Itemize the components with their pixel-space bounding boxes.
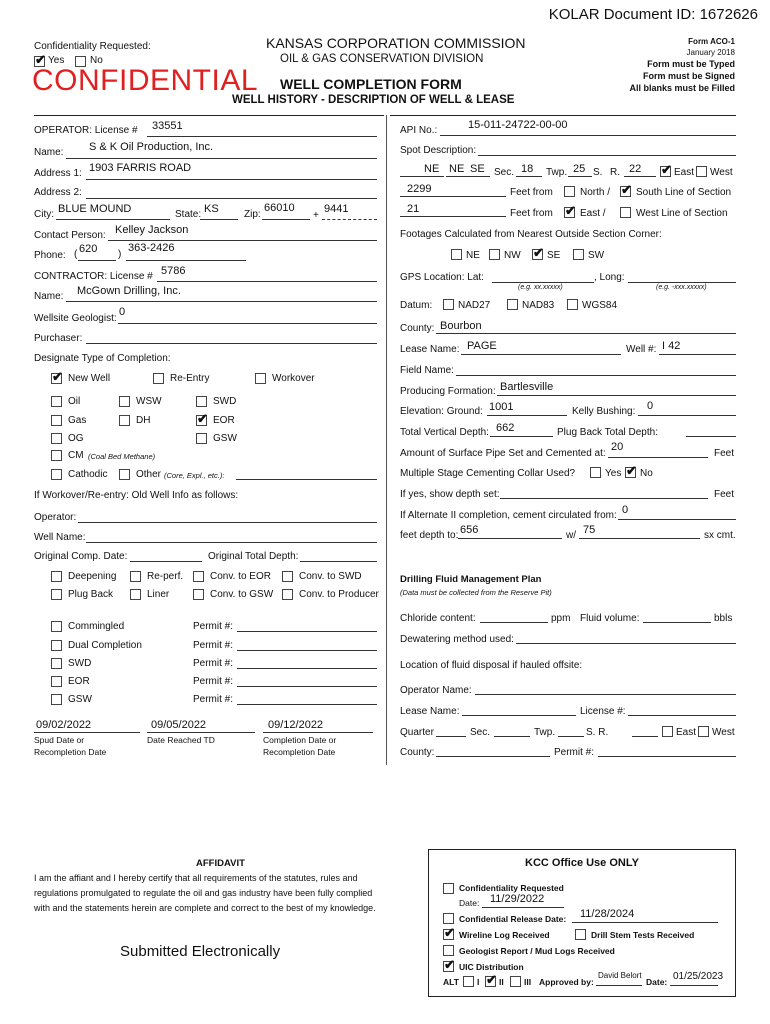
operator-license-value[interactable]: 33551 — [152, 120, 183, 132]
state-label: State: — [175, 209, 202, 220]
re-entry-checkbox[interactable] — [153, 373, 164, 384]
kcc-alt-i-label: I — [477, 977, 480, 987]
lease-name-label: Lease Name: — [400, 344, 460, 355]
feet-ew-value[interactable]: 21 — [407, 203, 420, 215]
east3-checkbox[interactable] — [662, 726, 673, 737]
west2-checkbox[interactable] — [620, 207, 631, 218]
plug-back-checkbox[interactable] — [51, 589, 62, 600]
kcc-alt-ii-label: II — [499, 977, 504, 987]
corner-sw-label: SW — [588, 250, 605, 261]
feet-from-label-1: Feet from — [510, 187, 553, 198]
kcc-uic-label: UIC Distribution — [459, 962, 524, 972]
permit-label-1: Permit #: — [193, 621, 234, 632]
cm-note: (Coal Bed Methane) — [88, 452, 156, 461]
liner-label: Liner — [147, 589, 170, 600]
swd-checkbox[interactable] — [196, 396, 207, 407]
phone-value[interactable]: 363-2426 — [128, 242, 175, 254]
city-label: City: — [34, 209, 54, 220]
no-label: No — [90, 55, 103, 66]
zip-label: Zip: — [244, 209, 261, 220]
check-mark-icon: ✔ — [621, 182, 632, 197]
conv-swd-label: Conv. to SWD — [299, 571, 362, 582]
cathodic-checkbox[interactable] — [51, 469, 62, 480]
spud-date-label: Spud Date or — [34, 735, 85, 745]
contact-label: Contact Person: — [34, 230, 106, 241]
old-well-name-label: Well Name: — [34, 532, 86, 543]
check-mark-icon: ✔ — [35, 52, 46, 67]
kcc-alt-iii-checkbox[interactable] — [510, 976, 521, 987]
twp-label: Twp. — [546, 167, 568, 178]
fluid-volume-label: Fluid volume: — [580, 613, 640, 624]
purchaser-label: Purchaser: — [34, 333, 83, 344]
kelly-bushing-label: Kelly Bushing: — [572, 406, 636, 417]
operator-name-label: Operator Name: — [400, 685, 472, 696]
elevation-label: Elevation: Ground: — [400, 406, 483, 417]
document-id: KOLAR Document ID: 1672626 — [548, 6, 758, 23]
east2-label: East / — [580, 208, 606, 219]
swd2-checkbox[interactable] — [51, 658, 62, 669]
sacks-value[interactable]: 75 — [583, 524, 596, 536]
kcc-approver-value[interactable]: David Belort — [598, 971, 642, 980]
dewatering-label: Dewatering method used: — [400, 634, 514, 645]
west-label: West — [710, 167, 733, 178]
footages-label: Footages Calculated from Nearest Outside Section Corner: — [400, 229, 662, 240]
form-subtitle: WELL HISTORY - DESCRIPTION OF WELL & LEASE — [232, 94, 515, 106]
kcc-date2-value[interactable]: 01/25/2023 — [673, 971, 724, 982]
producing-formation-value[interactable]: Bartlesville — [500, 381, 554, 393]
kcc-dst-checkbox[interactable] — [575, 929, 586, 940]
well-number-value[interactable]: I 42 — [662, 340, 681, 352]
kcc-uic-checkbox[interactable] — [443, 957, 455, 972]
chloride-label: Chloride content: — [400, 613, 476, 624]
lease-name2-label: Lease Name: — [400, 706, 460, 717]
confidentiality-label: Confidentiality Requested: — [34, 41, 151, 52]
kcc-wireline-label: Wireline Log Received — [459, 930, 550, 940]
west-line-label: West Line of Section — [636, 208, 728, 219]
west-checkbox[interactable] — [696, 166, 707, 177]
workover-label: Workover — [272, 373, 315, 384]
check-mark-icon: ✔ — [197, 411, 208, 426]
corner-nw-label: NW — [504, 250, 521, 261]
conv-producer-label: Conv. to Producer — [299, 589, 379, 600]
kcc-alt-i-checkbox[interactable] — [463, 976, 474, 987]
kcc-date-value[interactable]: 11/29/2022 — [490, 893, 545, 905]
quarter-3-value[interactable]: SE — [470, 163, 485, 175]
quarter-label: Quarter — [400, 727, 434, 738]
permit2-label: Permit #: — [554, 747, 595, 758]
county2-label: County: — [400, 747, 435, 758]
address2-label: Address 2: — [34, 187, 82, 198]
eor2-checkbox[interactable] — [51, 676, 62, 687]
north-checkbox[interactable] — [564, 186, 575, 197]
city-value[interactable]: BLUE MOUND — [58, 203, 132, 215]
field-name-label: Field Name: — [400, 365, 454, 376]
gsw-label: GSW — [213, 433, 237, 444]
producing-formation-label: Producing Formation: — [400, 386, 496, 397]
surface-pipe-value[interactable]: 20 — [611, 441, 624, 453]
ppm-label: ppm — [551, 613, 571, 624]
check-mark-icon: ✔ — [444, 925, 455, 940]
check-mark-icon: ✔ — [486, 972, 497, 987]
west3-checkbox[interactable] — [698, 726, 709, 737]
zip-value[interactable]: 66010 — [264, 202, 295, 214]
east-checkbox[interactable] — [660, 162, 672, 177]
range-value[interactable]: 22 — [629, 163, 642, 175]
quarter-1-value[interactable]: NE — [424, 163, 440, 175]
nad83-checkbox[interactable] — [507, 299, 518, 310]
multi-stage-no-label: No — [640, 468, 653, 479]
corner-ne-checkbox[interactable] — [451, 249, 462, 260]
plug-back-label: Plug Back — [68, 589, 114, 600]
phone-area-value[interactable]: 620 — [79, 243, 98, 255]
kcc-title: KCC Office Use ONLY — [525, 857, 639, 869]
other-label: Other — [136, 469, 162, 480]
zip4-value[interactable]: 9441 — [324, 203, 349, 215]
twp2-label: Twp. — [534, 727, 556, 738]
og-checkbox[interactable] — [51, 433, 62, 444]
plug-back-depth-label: Plug Back Total Depth: — [557, 427, 658, 438]
multi-stage-no-checkbox[interactable] — [625, 463, 637, 478]
dual-completion-label: Dual Completion — [68, 640, 142, 651]
wsw-label: WSW — [136, 396, 162, 407]
blanks-note: All blanks must be Filled — [629, 83, 735, 93]
gsw2-checkbox[interactable] — [51, 694, 62, 705]
conv-eor-label: Conv. to EOR — [210, 571, 271, 582]
south-checkbox[interactable] — [620, 182, 632, 197]
commission-title: KANSAS CORPORATION COMMISSION — [266, 35, 526, 51]
conv-eor-checkbox[interactable] — [193, 571, 204, 582]
long-example: (e.g. -xxx.xxxxx) — [656, 284, 707, 291]
typed-note: Form must be Typed — [647, 59, 735, 69]
multi-stage-yes-label: Yes — [605, 468, 622, 479]
datum-label: Datum: — [400, 300, 433, 311]
feet-ns-value[interactable]: 2299 — [407, 183, 432, 195]
commingled-label: Commingled — [68, 621, 125, 632]
completion-date-label-2: Recompletion Date — [263, 747, 336, 757]
eor-label: EOR — [213, 415, 235, 426]
form-title: WELL COMPLETION FORM — [280, 76, 462, 92]
spot-description-label: Spot Description: — [400, 145, 477, 156]
re-entry-label: Re-Entry — [170, 373, 210, 384]
workover-checkbox[interactable] — [255, 373, 266, 384]
workover-info-label: If Workover/Re-entry: Old Well Info as follows: — [34, 490, 239, 501]
api-value[interactable]: 15-011-24722-00-00 — [468, 119, 568, 131]
swd-label: SWD — [213, 396, 237, 407]
cm-checkbox[interactable] — [51, 450, 62, 461]
orig-total-depth-label: Original Total Depth: — [208, 551, 299, 562]
fluid-plan-title: Drilling Fluid Management Plan — [400, 574, 542, 585]
kcc-geologist-label: Geologist Report / Mud Logs Received — [459, 946, 615, 956]
corner-se-checkbox[interactable] — [532, 245, 544, 260]
well-number-label: Well #: — [626, 344, 657, 355]
td-date-label: Date Reached TD — [147, 735, 215, 745]
new-well-checkbox[interactable] — [51, 369, 63, 384]
nad27-checkbox[interactable] — [443, 299, 454, 310]
east3-label: East — [676, 727, 697, 738]
division-title: OIL & GAS CONSERVATION DIVISION — [280, 53, 484, 65]
spud-date-label-2: Recompletion Date — [34, 747, 107, 757]
corner-ne-label: NE — [466, 250, 480, 261]
contact-value[interactable]: Kelley Jackson — [115, 224, 189, 236]
address1-label: Address 1: — [34, 168, 82, 179]
contractor-name-value[interactable]: McGown Drilling, Inc. — [77, 285, 181, 297]
alt2-value[interactable]: 0 — [622, 504, 629, 516]
swd2-label: SWD — [68, 658, 92, 669]
nad83-label: NAD83 — [522, 300, 555, 311]
lat-example: (e.g. xx.xxxxx) — [518, 284, 563, 291]
surface-pipe-label: Amount of Surface Pipe Set and Cemented at: — [400, 448, 606, 459]
signed-note: Form must be Signed — [642, 71, 735, 81]
sx-cmt-label: sx cmt. — [704, 530, 736, 541]
contractor-license-value[interactable]: 5786 — [161, 265, 186, 277]
check-mark-icon: ✔ — [626, 463, 637, 478]
api-label: API No.: — [400, 125, 438, 136]
corner-sw-checkbox[interactable] — [573, 249, 584, 260]
phone-paren-open: ( — [74, 249, 78, 260]
oil-label: Oil — [68, 396, 81, 407]
elevation-value[interactable]: 1001 — [489, 401, 514, 413]
south-line-label: South Line of Section — [636, 187, 732, 198]
kcc-release-checkbox[interactable] — [443, 913, 454, 924]
conv-producer-checkbox[interactable] — [282, 589, 293, 600]
conv-swd-checkbox[interactable] — [282, 571, 293, 582]
affidavit-line-2: regulations promulgated to regulate the oil and gas industry have been fully complied — [34, 888, 373, 898]
affidavit-line-3: with and the statements herein are complete and correct to the best of my knowledge. — [34, 903, 376, 913]
surface-feet-unit: Feet — [714, 448, 735, 459]
eor-checkbox[interactable] — [196, 411, 208, 426]
fluid-disposal-label: Location of fluid disposal if hauled offsite: — [400, 660, 583, 671]
kcc-dst-label: Drill Stem Tests Received — [591, 930, 695, 940]
conv-gsw-checkbox[interactable] — [193, 589, 204, 600]
w-label: w/ — [566, 530, 576, 541]
zip-plus: + — [313, 210, 319, 221]
deepening-checkbox[interactable] — [51, 571, 62, 582]
conv-gsw-label: Conv. to GSW — [210, 589, 274, 600]
twp-value[interactable]: 25 — [573, 163, 586, 175]
wsw-checkbox[interactable] — [119, 396, 130, 407]
cm-label: CM — [68, 450, 84, 461]
form-id: Form ACO-1 — [688, 37, 735, 46]
west3-label: West — [712, 727, 735, 738]
feet-depth-label: feet depth to: — [400, 530, 459, 541]
kcc-conf-requested-label: Confidentiality Requested — [459, 883, 564, 893]
og-label: OG — [68, 433, 84, 444]
address1-value[interactable]: 1903 FARRIS ROAD — [89, 162, 192, 174]
geologist-label: Wellsite Geologist: — [34, 313, 117, 324]
phone-paren-close: ) — [118, 249, 122, 260]
sec2-label: Sec. — [470, 727, 491, 738]
sec-label: Sec. — [494, 167, 515, 178]
kelly-bushing-value[interactable]: 0 — [647, 400, 654, 412]
quarter-2-value[interactable]: NE — [449, 163, 465, 175]
bbls-label: bbls — [714, 613, 733, 624]
wgs84-label: WGS84 — [582, 300, 618, 311]
reperf-checkbox[interactable] — [130, 571, 141, 582]
kcc-geologist-checkbox[interactable] — [443, 945, 454, 956]
permit-label-4: Permit #: — [193, 676, 234, 687]
s2-r-label: S. R. — [586, 727, 609, 738]
kcc-release-label: Confidential Release Date: — [459, 914, 567, 924]
phone-label: Phone: — [34, 250, 66, 261]
east-label: East — [674, 167, 695, 178]
county-value[interactable]: Bourbon — [440, 320, 482, 332]
feet-depth-value[interactable]: 656 — [460, 524, 479, 536]
operator-name-value[interactable]: S & K Oil Production, Inc. — [89, 141, 214, 153]
r-label: R. — [610, 167, 620, 178]
license2-label: License #: — [580, 706, 626, 717]
gas-label: Gas — [68, 415, 87, 426]
kcc-alt-label: ALT — [443, 977, 459, 987]
name-label: Name: — [34, 147, 64, 158]
depth-set-label: If yes, show depth set: — [400, 489, 500, 500]
liner-checkbox[interactable] — [130, 589, 141, 600]
contractor-license-label: CONTRACTOR: License # — [34, 271, 153, 282]
kcc-alt-ii-checkbox[interactable] — [485, 972, 497, 987]
completion-date-value[interactable]: 09/12/2022 — [268, 719, 324, 731]
affidavit-title: AFFIDAVIT — [196, 858, 245, 869]
gsw-checkbox[interactable] — [196, 433, 207, 444]
permit-label-5: Permit #: — [193, 694, 234, 705]
cathodic-label: Cathodic — [68, 469, 108, 480]
feet-from-label-2: Feet from — [510, 208, 553, 219]
affidavit-line-1: I am the affiant and I hereby certify that all requirements of the statutes, rules and — [34, 873, 358, 883]
contractor-name-label: Name: — [34, 291, 64, 302]
check-mark-icon: ✔ — [533, 245, 544, 260]
gps-lat-label: GPS Location: Lat: — [400, 272, 484, 283]
kcc-approved-label: Approved by: — [539, 977, 594, 987]
gps-long-label: , Long: — [594, 272, 625, 283]
permit-label-2: Permit #: — [193, 640, 234, 651]
kcc-date-label: Date: — [459, 898, 480, 908]
permit-label-3: Permit #: — [193, 658, 234, 669]
sec-value[interactable]: 18 — [521, 163, 534, 175]
new-well-label: New Well — [68, 373, 111, 384]
nad27-label: NAD27 — [458, 300, 491, 311]
corner-nw-checkbox[interactable] — [489, 249, 500, 260]
commingled-checkbox[interactable] — [51, 621, 62, 632]
gsw2-label: GSW — [68, 694, 92, 705]
check-mark-icon: ✔ — [52, 369, 63, 384]
total-vertical-depth-value[interactable]: 662 — [496, 422, 515, 434]
kcc-wireline-checkbox[interactable] — [443, 925, 455, 940]
old-operator-label: Operator: — [34, 512, 77, 523]
geologist-value[interactable]: 0 — [119, 306, 126, 318]
spud-date-value[interactable]: 09/02/2022 — [36, 719, 92, 731]
kcc-alt-iii-label: III — [524, 977, 532, 987]
multi-stage-yes-checkbox[interactable] — [590, 467, 601, 478]
dh-checkbox[interactable] — [119, 415, 130, 426]
dual-completion-checkbox[interactable] — [51, 640, 62, 651]
deepening-label: Deepening — [68, 571, 117, 582]
depth-set-feet-unit: Feet — [714, 489, 735, 500]
operator-license-label: OPERATOR: License # — [34, 125, 138, 136]
kcc-date2-label: Date: — [646, 977, 668, 987]
designate-label: Designate Type of Completion: — [34, 353, 171, 364]
oil-checkbox[interactable] — [51, 396, 62, 407]
s-label: S. — [593, 167, 603, 178]
lease-name-value[interactable]: PAGE — [467, 340, 497, 352]
wgs84-checkbox[interactable] — [567, 299, 578, 310]
north-label: North / — [580, 187, 611, 198]
kcc-conf-requested-checkbox[interactable] — [443, 883, 454, 894]
corner-se-label: SE — [547, 250, 561, 261]
reperf-label: Re-perf. — [147, 571, 184, 582]
east2-checkbox[interactable] — [564, 203, 576, 218]
yes-label: Yes — [48, 55, 65, 66]
check-mark-icon: ✔ — [444, 957, 455, 972]
check-mark-icon: ✔ — [565, 203, 576, 218]
total-vertical-depth-label: Total Vertical Depth: — [400, 427, 489, 438]
td-date-value[interactable]: 09/05/2022 — [151, 719, 207, 731]
fluid-plan-note: (Data must be collected from the Reserve Pit) — [400, 588, 552, 597]
kcc-release-value[interactable]: 11/28/2024 — [580, 908, 635, 920]
form-date: January 2018 — [686, 48, 735, 57]
county-label: County: — [400, 323, 435, 334]
eor2-label: EOR — [68, 676, 90, 687]
alt2-label: If Alternate II completion, cement circulated from: — [400, 510, 617, 521]
other-note: (Core, Expl., etc.): — [164, 471, 225, 480]
completion-date-label: Completion Date or — [263, 735, 337, 745]
confidential-stamp: CONFIDENTIAL — [32, 64, 259, 97]
check-mark-icon: ✔ — [661, 162, 672, 177]
orig-comp-date-label: Original Comp. Date: — [34, 551, 128, 562]
dh-label: DH — [136, 415, 151, 426]
multi-stage-label: Multiple Stage Cementing Collar Used? — [400, 468, 576, 479]
submitted-electronically: Submitted Electronically — [120, 943, 281, 960]
gas-checkbox[interactable] — [51, 415, 62, 426]
other-checkbox[interactable] — [119, 469, 130, 480]
state-value[interactable]: KS — [204, 203, 219, 215]
